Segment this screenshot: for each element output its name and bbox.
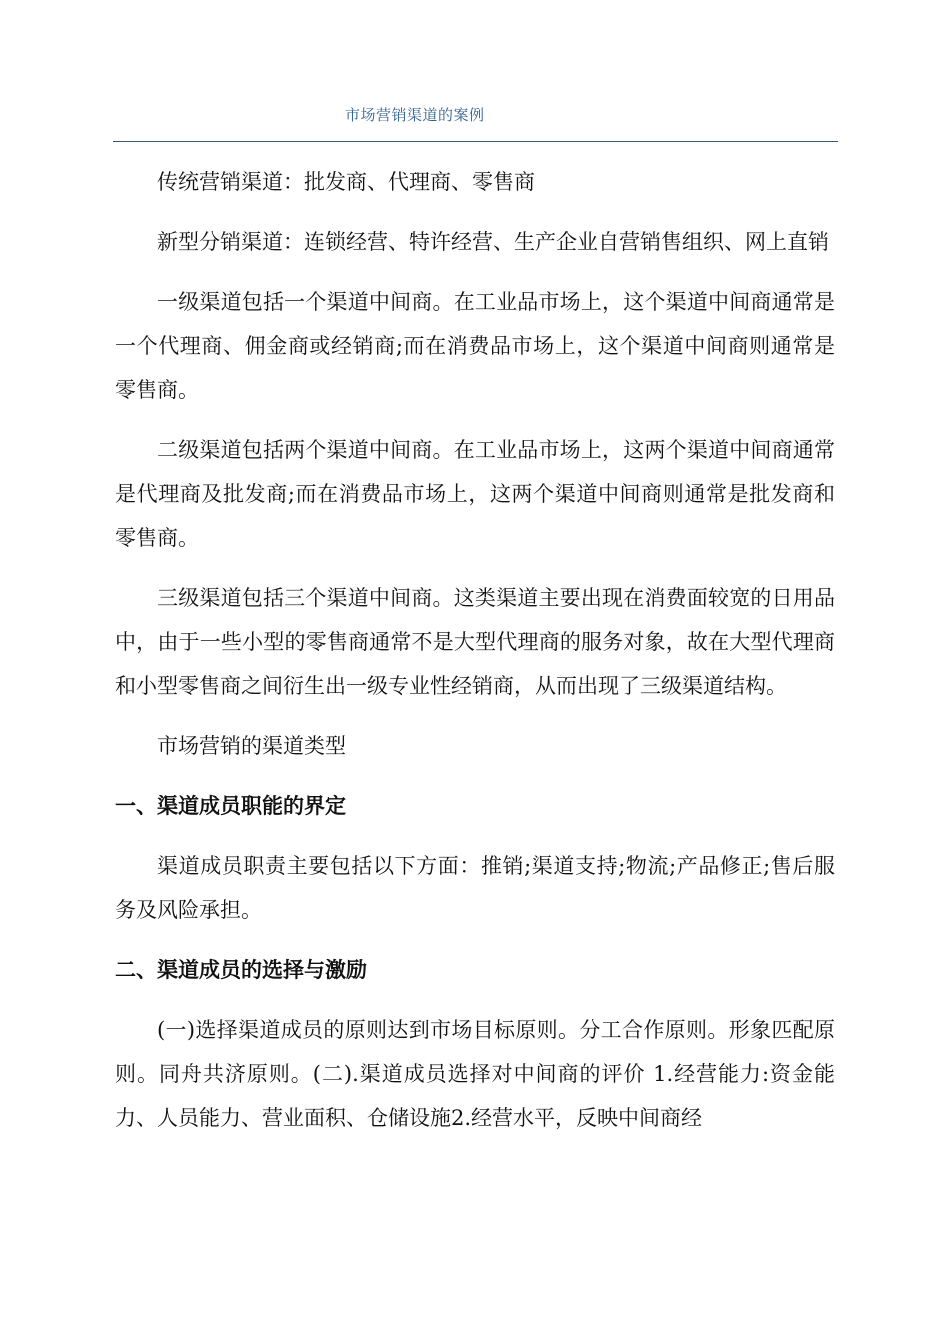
section-heading-member-selection: 二、渠道成员的选择与激励 bbox=[115, 958, 367, 982]
header-divider bbox=[113, 141, 838, 142]
paragraph-level-one-channel: 一级渠道包括一个渠道中间商。在工业品市场上，这个渠道中间商通常是一个代理商、佣金商或经销商;而在消费品市场上，这个渠道中间商则通常是零售商。 bbox=[115, 290, 835, 402]
paragraph-member-duties: 渠道成员职责主要包括以下方面：推销;渠道支持;物流;产品修正;售后服务及风险承担。 bbox=[115, 854, 835, 922]
paragraph-channel-types: 市场营销的渠道类型 bbox=[157, 734, 346, 758]
paragraph-level-three-channel: 三级渠道包括三个渠道中间商。这类渠道主要出现在消费面较宽的日用品中，由于一些小型的零售商通常不是大型代理商的服务对象，故在大型代理商和小型零售商之间衍生出一级专业性经销商，从而出现了三级渠道结构。 bbox=[115, 586, 835, 698]
page-header-title: 市场营销渠道的案例 bbox=[345, 106, 485, 124]
paragraph-level-two-channel: 二级渠道包括两个渠道中间商。在工业品市场上，这两个渠道中间商通常是代理商及批发商;而在消费品市场上，这两个渠道中间商则通常是批发商和零售商。 bbox=[115, 438, 835, 550]
section-heading-member-functions: 一、渠道成员职能的界定 bbox=[115, 794, 346, 818]
paragraph-traditional-channels: 传统营销渠道：批发商、代理商、零售商 bbox=[157, 170, 535, 194]
paragraph-selection-principles: (一)选择渠道成员的原则达到市场目标原则。分工合作原则。形象匹配原则。同舟共济原则。(二).渠道成员选择对中间商的评价 1.经营能力:资金能力、人员能力、营业面积、仓储设施2.经营水平，反映中间商经 bbox=[115, 1018, 835, 1130]
document-body bbox=[115, 160, 835, 1156]
paragraph-new-channels: 新型分销渠道：连锁经营、特许经营、生产企业自营销售组织、网上直销 bbox=[157, 230, 829, 254]
